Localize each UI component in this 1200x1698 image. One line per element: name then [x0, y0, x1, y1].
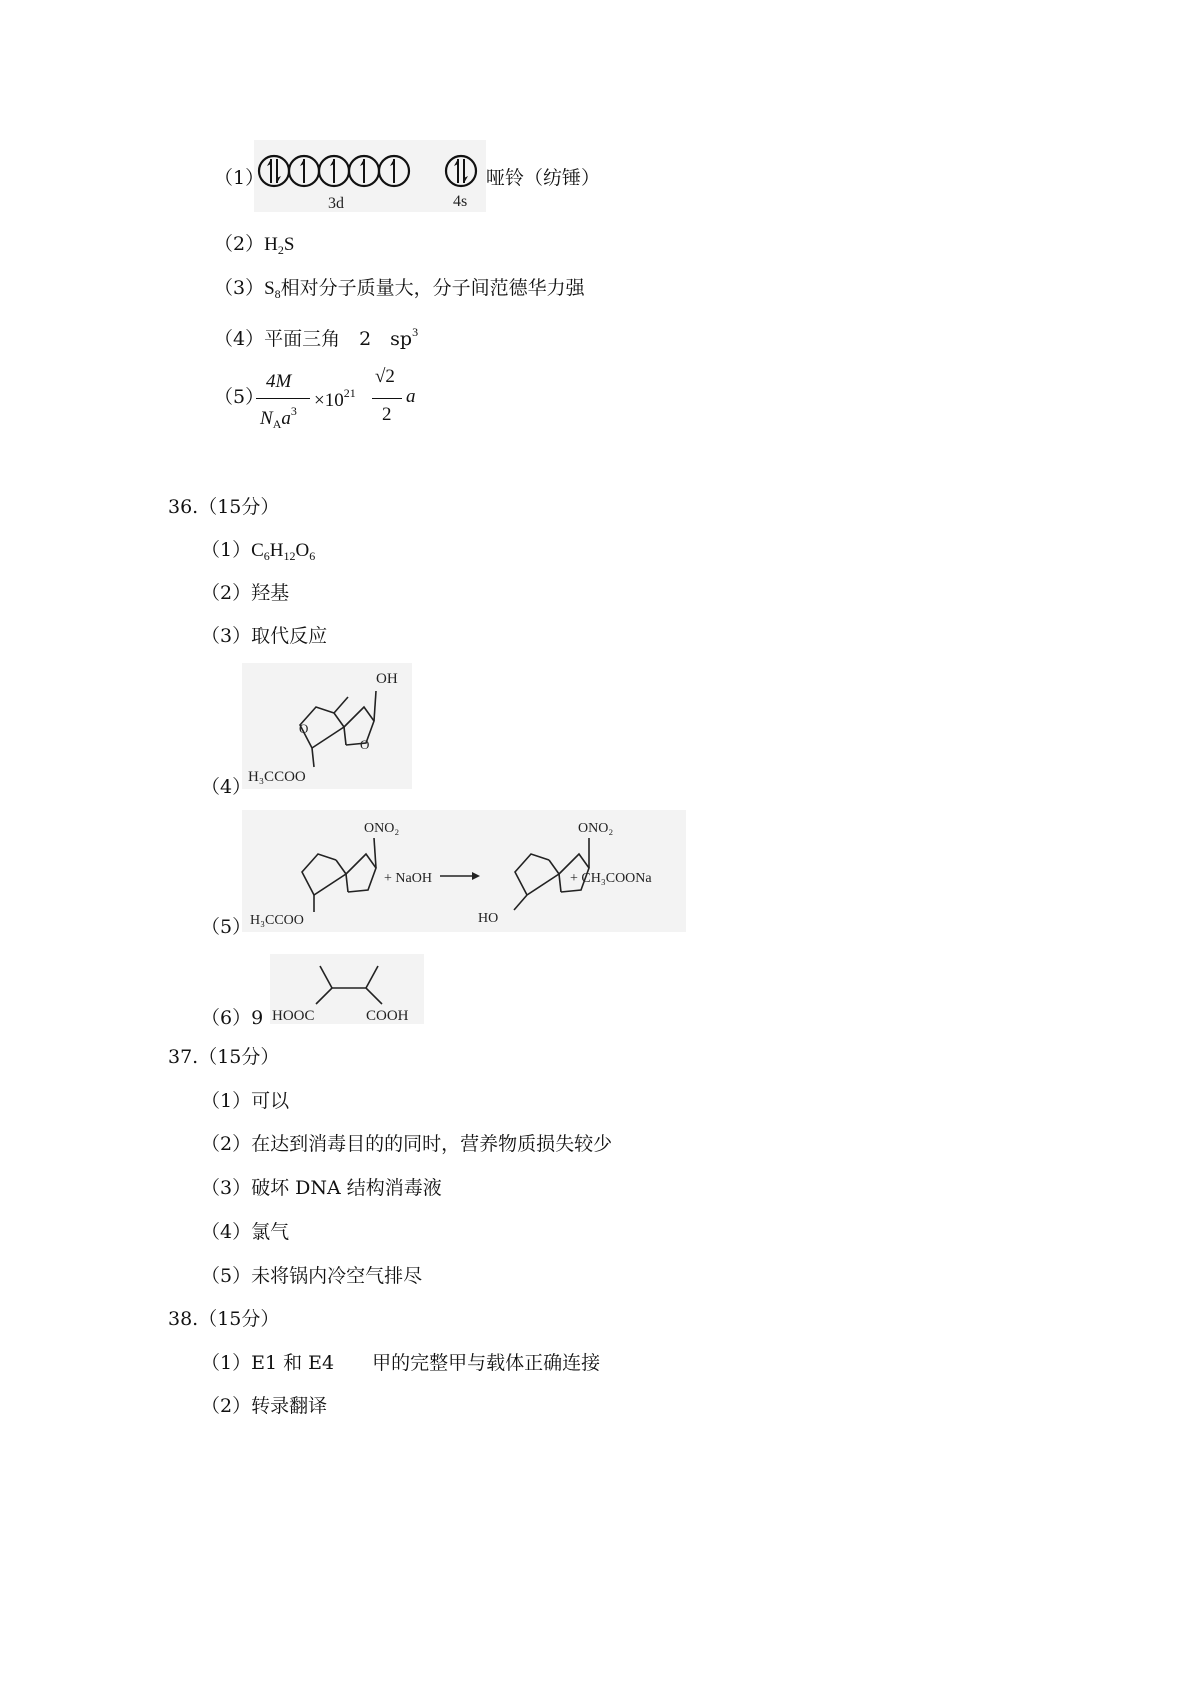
power-of-ten: $\times 10^{21}$	[314, 386, 356, 411]
q35-item-2: $(2)H_2S$	[214, 233, 295, 257]
structure-4-oxygen-a: O	[299, 721, 309, 736]
product-sodium-acetate: + CH₃COONa	[570, 871, 652, 886]
q36-item-4-label: （4）	[201, 776, 252, 798]
q38-item-2: （2）转录翻译	[201, 1395, 328, 1417]
reactant-ono2: ONO₂	[364, 821, 400, 836]
reagent-naoh: + NaOH	[384, 871, 432, 886]
orbital-diagram	[254, 140, 486, 212]
fraction-2-denominator: 2	[382, 404, 392, 425]
q36-item-6-label: （6）9	[201, 1007, 264, 1029]
structure-6-right: COOH	[366, 1008, 409, 1024]
q36-item-3: （3）取代反应	[201, 625, 328, 647]
product-ho: HO	[478, 911, 499, 926]
fraction-1-denominator: $N_Aa^3$	[260, 404, 297, 431]
q37-item-1: （1）可以	[201, 1090, 290, 1112]
structure-4-oh: OH	[376, 671, 398, 687]
q36-item-5-label: （5）	[201, 916, 252, 938]
dimethylsuccinic-acid-structure	[270, 954, 424, 1024]
q36-item-2: （2）羟基	[201, 582, 290, 604]
fraction-1-numerator: 4M	[266, 371, 292, 392]
q35-item-4: （4）平面三角 2 $sp^3$	[214, 325, 419, 350]
formula-a: a	[406, 386, 416, 407]
structure-4-oxygen-b: O	[360, 737, 370, 752]
fraction-2-numerator: √2	[375, 366, 395, 387]
q37-item-4: （4）氯气	[201, 1221, 290, 1243]
q37-item-2: （2）在达到消毒目的的同时，营养物质损失较少	[201, 1133, 613, 1155]
fraction-2-bar	[372, 398, 402, 399]
isosorbide-ester-structure	[242, 663, 412, 789]
reactant-ester: H₃CCOO	[250, 913, 304, 928]
q35-item-1-text: 哑铃（纺锤）	[486, 167, 601, 189]
q37-item-5: （5）未将锅内冷空气排尽	[201, 1265, 423, 1287]
q38-header: 38.（15分）	[168, 1308, 280, 1330]
orbital-4s-label: 4s	[453, 193, 468, 210]
fraction-1-bar	[256, 398, 310, 399]
q35-item-3: $(3)S_8$相对分子质量大，分子间范德华力强	[214, 277, 585, 301]
q37-header: 37.（15分）	[168, 1046, 280, 1068]
structure-6-left: HOOC	[272, 1008, 315, 1024]
q36-header: 36.（15分）	[168, 496, 280, 518]
orbital-3d-label: 3d	[328, 195, 344, 212]
q35-item-5-label: （5）	[214, 386, 265, 408]
structure-4-ester: H₃CCOO	[248, 769, 306, 785]
q35-item-1-label: （1）	[214, 167, 265, 189]
product-ono2: ONO₂	[578, 821, 614, 836]
hydrolysis-reaction	[242, 810, 686, 932]
q38-item-1: （1）E1 和 E4 甲的完整甲与载体正确连接	[201, 1352, 601, 1374]
q36-item-1: $(1)C_6H_{12}O_6$	[201, 539, 316, 563]
q37-item-3: （3）破坏 DNA 结构消毒液	[201, 1177, 442, 1199]
